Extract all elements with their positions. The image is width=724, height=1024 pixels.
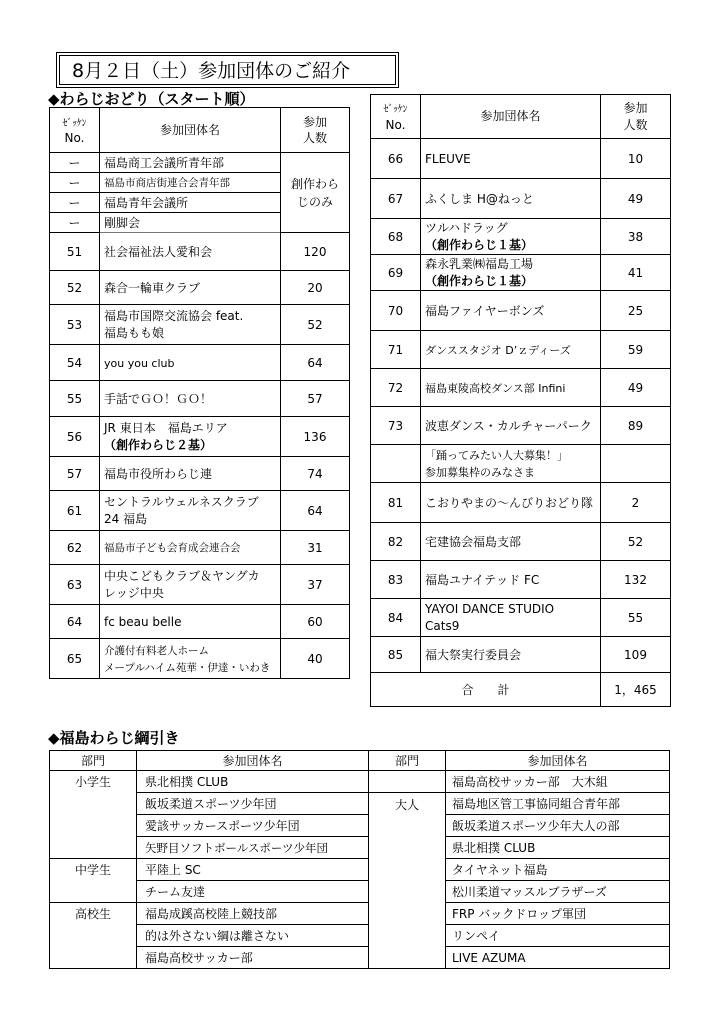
group-name: ダンススタジオ D’ｚディーズ: [425, 343, 571, 357]
group-name-cell: [100, 345, 281, 381]
bib-no: 66: [371, 139, 421, 179]
table-row: [50, 531, 350, 565]
group-name-right: 福島地区管工事協同組合青年部: [446, 793, 670, 815]
bib-no: 83: [371, 561, 421, 599]
group-name-right: LIVE AZUMA: [446, 947, 670, 969]
group-name: 福島市子ども会育成会連合会: [104, 542, 241, 554]
warajiodori-table-right: [370, 94, 671, 707]
group-name: 社会福祉法人愛和会: [104, 245, 213, 259]
bib-no: 61: [50, 491, 100, 531]
bib-no: 65: [50, 639, 100, 679]
group-name: 波恵ダンス・カルチャーパーク: [425, 419, 592, 433]
group-name-left: 福島高校サッカー部: [137, 947, 369, 969]
group-name: 福島商工会議所青年部: [104, 156, 225, 170]
participant-count: 41: [601, 255, 671, 291]
group-name-left: 的は外さない綱は離さない: [137, 925, 369, 947]
group-name-right: リンペイ: [446, 925, 670, 947]
bib-no: 54: [50, 345, 100, 381]
participant-count: 60: [281, 605, 350, 639]
group-name: 福島市商店街連合会青年部: [104, 177, 230, 189]
group-name: 剛脚会: [104, 216, 141, 230]
bib-no: 62: [50, 531, 100, 565]
table-row: [371, 291, 671, 331]
group-name-cell: [100, 565, 281, 605]
group-name-line2: メープルハイム苑華・伊達・いわき: [104, 661, 271, 674]
group-name-cell: [421, 523, 601, 561]
participant-count: 132: [601, 561, 671, 599]
table-row: [50, 859, 670, 881]
table-row: [50, 815, 670, 837]
group-name: you you club: [104, 356, 175, 370]
participant-count: [601, 445, 671, 483]
table-row: [371, 331, 671, 369]
header-dept-left: 部門: [50, 751, 137, 771]
group-name-right: FRP バックドロップ軍団: [446, 903, 670, 925]
table-row: [371, 255, 671, 291]
table-row: [50, 639, 350, 679]
header-bib-no: ｾﾞｯｹﾝ No.: [371, 95, 421, 139]
table-row: [371, 445, 671, 483]
header-participant-count: 参加 人数: [281, 108, 350, 153]
bib-no: 55: [50, 381, 100, 417]
table-row: [50, 793, 670, 815]
group-name: 福島青年会議所: [104, 196, 189, 210]
table-row: [50, 771, 670, 793]
group-name-cell: [421, 291, 601, 331]
group-name-cell: [100, 605, 281, 639]
group-name-cell: [100, 193, 281, 213]
group-name-cell: [421, 561, 601, 599]
section-heading-tsunahiki: ◆福島わらじ綱引き: [48, 729, 180, 747]
bib-no: 53: [50, 305, 100, 345]
bib-no: 68: [371, 219, 421, 255]
group-name-cell: [421, 139, 601, 179]
participant-count: 136: [281, 417, 350, 457]
table-row: [50, 491, 350, 531]
group-name-left: 県北相撲 CLUB: [137, 771, 369, 793]
group-name-left: 福島成蹊高校陸上競技部: [137, 903, 369, 925]
table-row: [50, 271, 350, 305]
participant-count: 120: [281, 233, 350, 271]
table-row: [50, 417, 350, 457]
group-name-cell: [421, 331, 601, 369]
group-name-left: 矢野目ソフトボールスポーツ少年団: [137, 837, 369, 859]
header-group-name: 参加団体名: [100, 108, 281, 153]
group-name: 福島ユナイテッド FC: [425, 573, 540, 587]
group-name-left: 平陸上 SC: [137, 859, 369, 881]
bib-no: 70: [371, 291, 421, 331]
participant-count: 40: [281, 639, 350, 679]
table-row: [371, 219, 671, 255]
group-name: 手話でＧＯ！ＧＯ！: [104, 392, 213, 406]
merged-count-line2: じのみ: [296, 194, 333, 209]
table-row: [371, 139, 671, 179]
participant-count: 10: [601, 139, 671, 179]
table-row: [371, 179, 671, 219]
bib-no: 73: [371, 407, 421, 445]
group-name-cell: [100, 233, 281, 271]
group-name-cell: [100, 381, 281, 417]
group-name-cell: [100, 271, 281, 305]
participant-count: 49: [601, 179, 671, 219]
group-name: 介護付有料老人ホーム: [104, 644, 209, 657]
table-row: [50, 881, 670, 903]
total-label: 合 計: [371, 673, 601, 707]
participant-count: 49: [601, 369, 671, 407]
warajiodori-table-left: [49, 107, 350, 679]
header-dept-right: 部門: [369, 751, 446, 771]
group-name-cell: [100, 491, 281, 531]
header-participant-count: 参加 人数: [601, 95, 671, 139]
table-row: [50, 153, 350, 173]
group-name: 中央こどもクラブ＆ヤングカ: [104, 568, 260, 583]
participant-count: 31: [281, 531, 350, 565]
table-row: [50, 305, 350, 345]
page-title: 8月２日（土）参加団体のご紹介: [59, 55, 396, 85]
group-name: こおりやまの～んびりおどり隊: [425, 496, 594, 510]
dept-left: 小学生: [50, 771, 137, 859]
group-name-line2: 参加募集枠のみなさま: [425, 465, 535, 479]
table-row: [371, 523, 671, 561]
table-row: [50, 457, 350, 491]
group-name: fc beau belle: [104, 614, 182, 629]
bib-no: ー: [50, 173, 100, 193]
group-name-cell: [421, 219, 601, 255]
table-row: [371, 483, 671, 523]
group-name-cell: [100, 531, 281, 565]
group-name-cell: [100, 305, 281, 345]
group-name-right: 飯坂柔道スポーツ少年大人の部: [446, 815, 670, 837]
table-row: [50, 837, 670, 859]
merged-count-cell: [281, 153, 350, 233]
section-heading-warajiodori: ◆わらじおどり（スタート順）: [48, 90, 255, 108]
table-row: [50, 903, 670, 925]
group-name-line2: （創作わらじ２基）: [104, 437, 213, 452]
group-name: 森永乳業㈱福島工場: [425, 256, 534, 271]
tsunahiki-table: [49, 750, 670, 969]
group-name-left: チーム友達: [137, 881, 369, 903]
group-name-cell: [421, 599, 601, 637]
participant-count: 59: [601, 331, 671, 369]
group-name: 宅建協会福島支部: [425, 535, 522, 549]
group-name-right: 県北相撲 CLUB: [446, 837, 670, 859]
group-name-cell: [421, 445, 601, 483]
total-row: [371, 673, 671, 707]
group-name-line2: 24 福島: [104, 511, 148, 526]
group-name-cell: [421, 407, 601, 445]
participant-count: 74: [281, 457, 350, 491]
group-name-cell: [100, 639, 281, 679]
dept-right: [369, 771, 446, 793]
group-name-left: 愛該サッカースポーツ少年団: [137, 815, 369, 837]
group-name: YAYOI DANCE STUDIO: [425, 601, 555, 616]
table-row: [50, 345, 350, 381]
group-name-left: 飯坂柔道スポーツ少年団: [137, 793, 369, 815]
group-name-cell: [421, 179, 601, 219]
table-row: [50, 947, 670, 969]
bib-no: 69: [371, 255, 421, 291]
table-row: [371, 407, 671, 445]
table-row: [371, 561, 671, 599]
bib-no: 51: [50, 233, 100, 271]
bib-no: 52: [50, 271, 100, 305]
group-name: 森合一輪車クラブ: [104, 281, 201, 295]
participant-count: 57: [281, 381, 350, 417]
group-name-line2: 福島もも娘: [104, 325, 165, 340]
participant-count: 2: [601, 483, 671, 523]
bib-no: ー: [50, 153, 100, 173]
group-name-cell: [421, 637, 601, 673]
participant-count: 109: [601, 637, 671, 673]
table-row: [50, 565, 350, 605]
group-name-cell: [100, 457, 281, 491]
group-name-line2: （創作わらじ１基）: [425, 273, 534, 288]
group-name-cell: [421, 369, 601, 407]
table-row: [50, 605, 350, 639]
participant-count: 55: [601, 599, 671, 637]
table-row: [371, 599, 671, 637]
group-name: 福島東陵高校ダンス部 Infini: [425, 381, 566, 395]
bib-no: ー: [50, 193, 100, 213]
group-name: ふくしま H@ねっと: [425, 192, 534, 206]
table-row: [50, 233, 350, 271]
bib-no: 72: [371, 369, 421, 407]
participant-count: 37: [281, 565, 350, 605]
group-name-cell: [421, 483, 601, 523]
bib-no: 82: [371, 523, 421, 561]
bib-no: 85: [371, 637, 421, 673]
header-group-name: 参加団体名: [421, 95, 601, 139]
group-name-cell: [100, 417, 281, 457]
merged-count-line1: 創作わら: [290, 176, 339, 191]
participant-count: 20: [281, 271, 350, 305]
participant-count: 52: [281, 305, 350, 345]
total-value: 1，465: [601, 673, 671, 707]
group-name-line2: Cats9: [425, 618, 460, 633]
group-name: JR 東日本 福島エリア: [104, 420, 228, 435]
group-name-right: 松川柔道マッスルブラザーズ: [446, 881, 670, 903]
group-name: 福島市国際交流協会 feat.: [104, 308, 244, 323]
participant-count: 52: [601, 523, 671, 561]
header-name-right: 参加団体名: [446, 751, 670, 771]
dept-left: 中学生: [50, 859, 137, 903]
bib-no: ー: [50, 213, 100, 233]
group-name-cell: [100, 213, 281, 233]
bib-no: 71: [371, 331, 421, 369]
participant-count: 89: [601, 407, 671, 445]
bib-no: 56: [50, 417, 100, 457]
group-name: FLEUVE: [425, 151, 471, 166]
bib-no: 84: [371, 599, 421, 637]
bib-no: 64: [50, 605, 100, 639]
table-row: [50, 925, 670, 947]
table-row: [371, 369, 671, 407]
group-name: ツルハドラッグ: [425, 220, 508, 235]
header-bib-no: ｾﾞｯｹﾝ No.: [50, 108, 100, 153]
group-name: 福島ファイヤーボンズ: [425, 304, 545, 318]
table-row: [371, 637, 671, 673]
group-name: 福大祭実行委員会: [425, 648, 522, 662]
participant-count: 64: [281, 491, 350, 531]
group-name-line2: （創作わらじ１基）: [425, 237, 534, 252]
bib-no: 63: [50, 565, 100, 605]
table-row: [50, 381, 350, 417]
dept-left: 高校生: [50, 903, 137, 969]
group-name-line2: レッジ中央: [104, 585, 164, 600]
group-name-right: タイヤネット福島: [446, 859, 670, 881]
bib-no: [371, 445, 421, 483]
group-name-right: 福島高校サッカー部 大木組: [446, 771, 670, 793]
bib-no: 81: [371, 483, 421, 523]
group-name-cell: [100, 173, 281, 193]
group-name: セントラルウェルネスクラブ: [104, 494, 259, 509]
header-name-left: 参加団体名: [137, 751, 369, 771]
participant-count: 25: [601, 291, 671, 331]
bib-no: 57: [50, 457, 100, 491]
bib-no: 67: [371, 179, 421, 219]
group-name: 福島市役所わらじ連: [104, 467, 213, 481]
group-name: 「踊ってみたい人大募集！」: [425, 448, 568, 462]
group-name-cell: [421, 255, 601, 291]
participant-count: 64: [281, 345, 350, 381]
participant-count: 38: [601, 219, 671, 255]
dept-right: 大人: [369, 793, 446, 969]
group-name-cell: [100, 153, 281, 173]
